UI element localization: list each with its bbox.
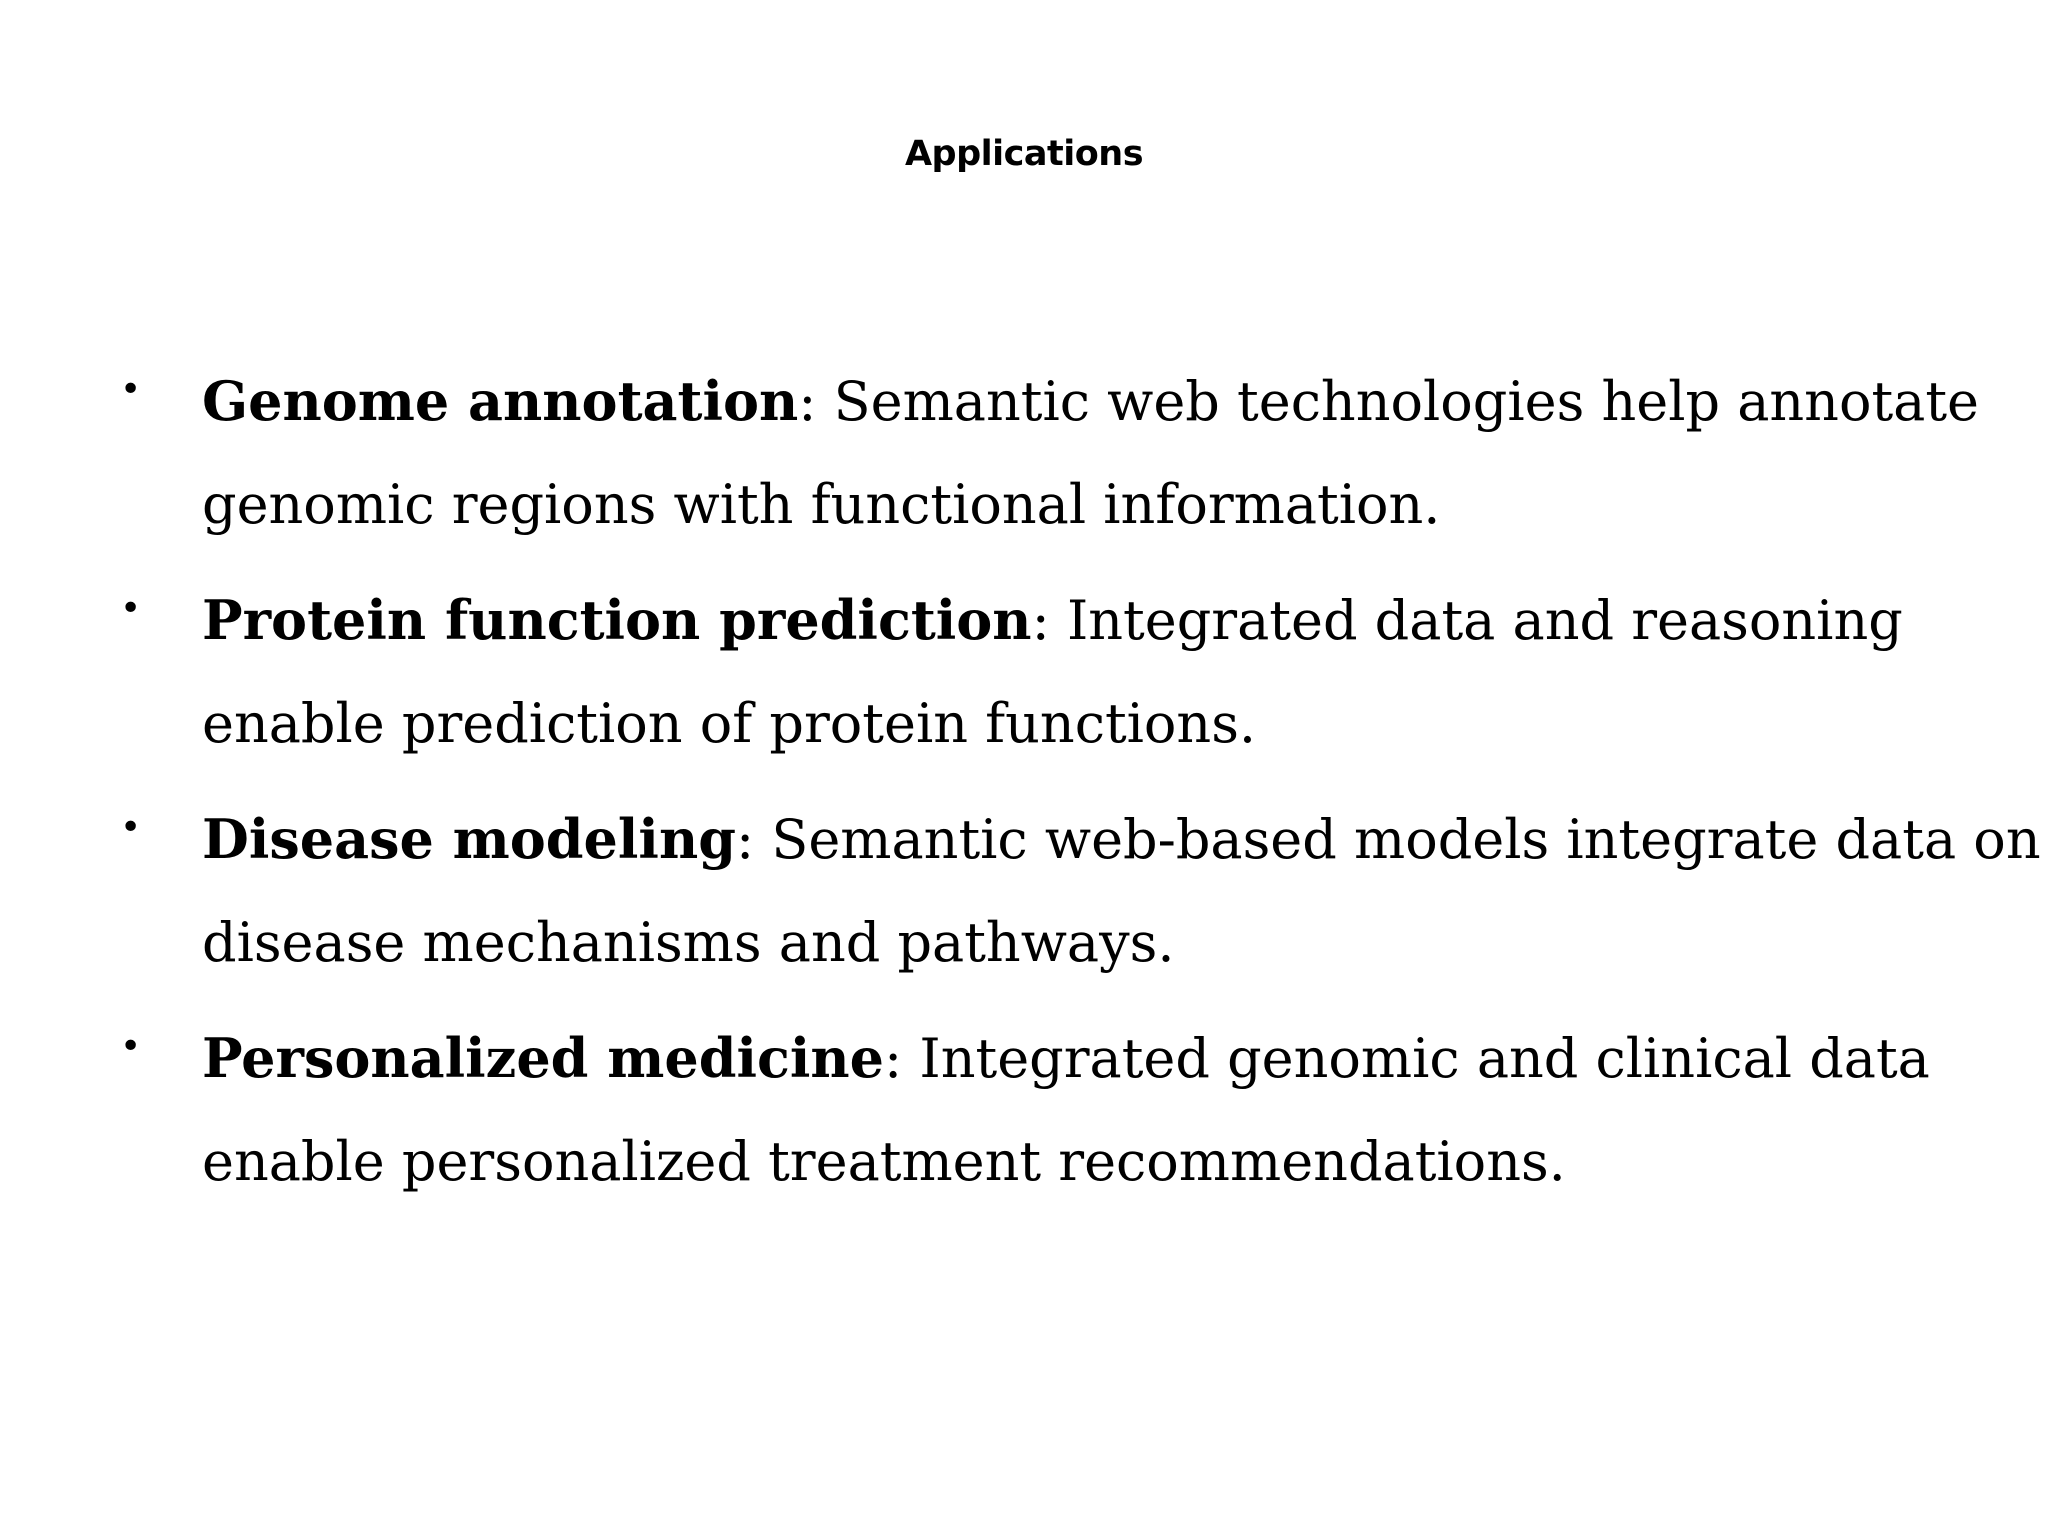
bullet-icon: • [120,369,142,410]
bullet-icon: • [120,1026,142,1067]
bullet-item-disease-modeling [120,788,2048,994]
bullet-term: Personalized medicine [202,1026,885,1090]
bullet-text [202,1007,2048,1213]
bullet-separator: : [798,370,817,433]
bullet-term: Genome annotation [202,369,799,433]
bullet-separator: : [884,1027,903,1090]
bullet-description: Integrated genomic and clinical data enable personalized treatment recommendations. [202,1027,1930,1193]
bullet-description: Semantic web-based models integrate data on disease mechanisms and pathways. [202,808,2041,974]
bullet-term: Protein function prediction [202,588,1032,652]
bullet-item-personalized-medicine [120,1007,2048,1213]
bullet-item-protein-function-prediction [120,569,2048,775]
bullet-separator: : [735,808,755,871]
bullet-icon: • [120,588,142,629]
bullet-text [202,350,2048,556]
bullet-text [202,788,2048,994]
bullet-list [120,350,2041,1226]
bullet-icon: • [120,807,142,848]
bullet-separator: : [1031,589,1050,652]
slide-title: Applications [904,134,1144,174]
bullet-text [202,569,2048,775]
bullet-description: Semantic web technologies help annotate genomic regions with functional information. [202,370,1980,536]
bullet-term: Disease modeling [202,807,736,871]
bullet-item-genome-annotation [120,350,2048,556]
bullet-description: Integrated data and reasoning enable prediction of protein functions. [202,589,1903,755]
